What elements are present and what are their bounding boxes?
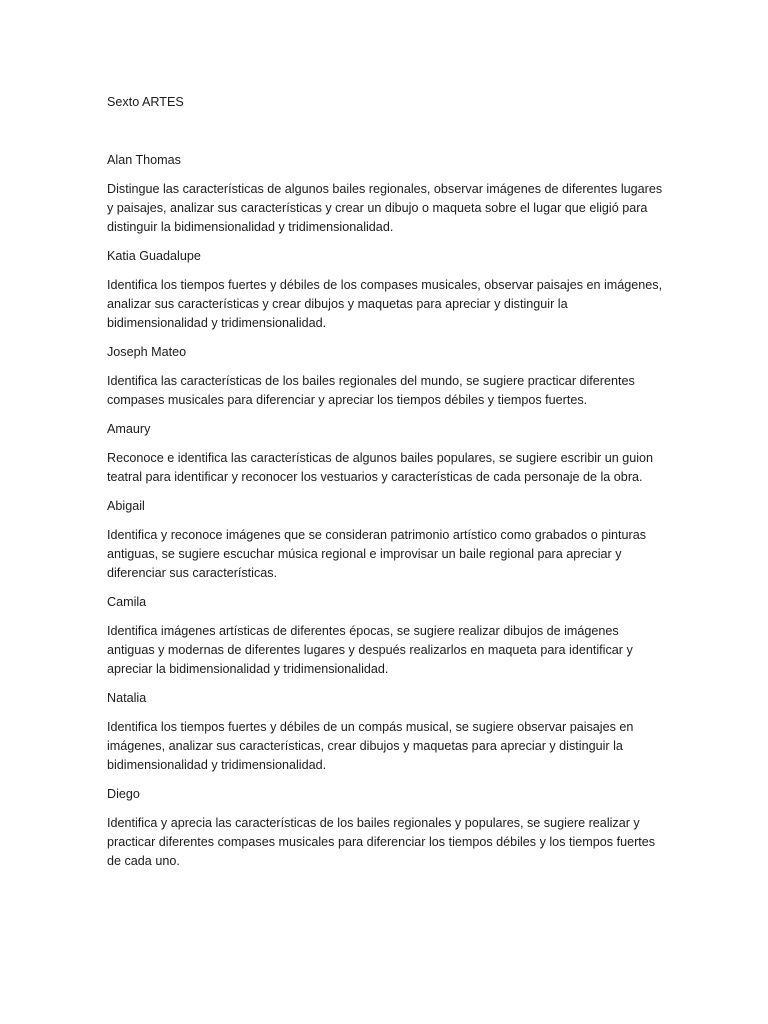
student-description: Identifica los tiempos fuertes y débiles de un compás musical, se sugiere observar paisajes en imágenes, analizar sus características, crear dibujos y maquetas para apreciar y distinguir la bidimensionalidad y tridimensionalidad.	[107, 720, 634, 772]
document-title: Sexto ARTES	[107, 95, 184, 109]
student-description: Identifica las características de los bailes regionales del mundo, se sugiere practicar diferentes compases musicales para diferenciar y apreciar los tiempos débiles y tiempos fuertes.	[107, 374, 635, 407]
student-entry	[107, 497, 667, 583]
student-description: Reconoce e identifica las características de algunos bailes populares, se sugiere escribir un guion teatral para identificar y reconocer los vestuarios y características de cada personaje de la obra.	[107, 451, 654, 484]
student-entry	[107, 151, 667, 237]
student-name: Alan Thomas	[107, 153, 181, 167]
document-page	[107, 93, 667, 881]
student-name: Camila	[107, 595, 147, 609]
student-description: Identifica y aprecia las características de los bailes regionales y populares, se sugiere realizar y practicar diferentes compases musicales para diferenciar los tiempos débiles y los tiempos fuertes de cada uno.	[107, 816, 656, 868]
student-name: Joseph Mateo	[107, 345, 187, 359]
student-name: Diego	[107, 787, 140, 801]
student-name: Amaury	[107, 422, 151, 436]
student-name: Natalia	[107, 691, 147, 705]
student-name: Katia Guadalupe	[107, 249, 201, 263]
student-description: Identifica los tiempos fuertes y débiles de los compases musicales, observar paisajes en imágenes, analizar sus características y crear dibujos y maquetas para apreciar y distinguir la bidimensionalidad y tridimensionalidad.	[107, 278, 663, 330]
student-entry	[107, 689, 667, 775]
student-entry	[107, 785, 667, 871]
student-entry	[107, 343, 667, 410]
student-name: Abigail	[107, 499, 145, 513]
student-description: Distingue las características de algunos bailes regionales, observar imágenes de diferentes lugares y paisajes, analizar sus características y crear un dibujo o maqueta sobre el lugar que eligió para distinguir la bidimensionalidad y tridimensionalidad.	[107, 182, 663, 234]
student-entry	[107, 247, 667, 333]
student-entry	[107, 420, 667, 487]
student-description: Identifica y reconoce imágenes que se consideran patrimonio artístico como grabados o pinturas antiguas, se sugiere escuchar música regional e improvisar un baile regional para apreciar y diferenciar sus características.	[107, 528, 647, 580]
blank-line-spacer	[107, 112, 667, 151]
student-entry	[107, 593, 667, 679]
student-description: Identifica imágenes artísticas de diferentes épocas, se sugiere realizar dibujos de imágenes antiguas y modernas de diferentes lugares y después realizarlos en maqueta para identificar y apreciar la bidimensionalidad y tridimensionalidad.	[107, 624, 633, 676]
